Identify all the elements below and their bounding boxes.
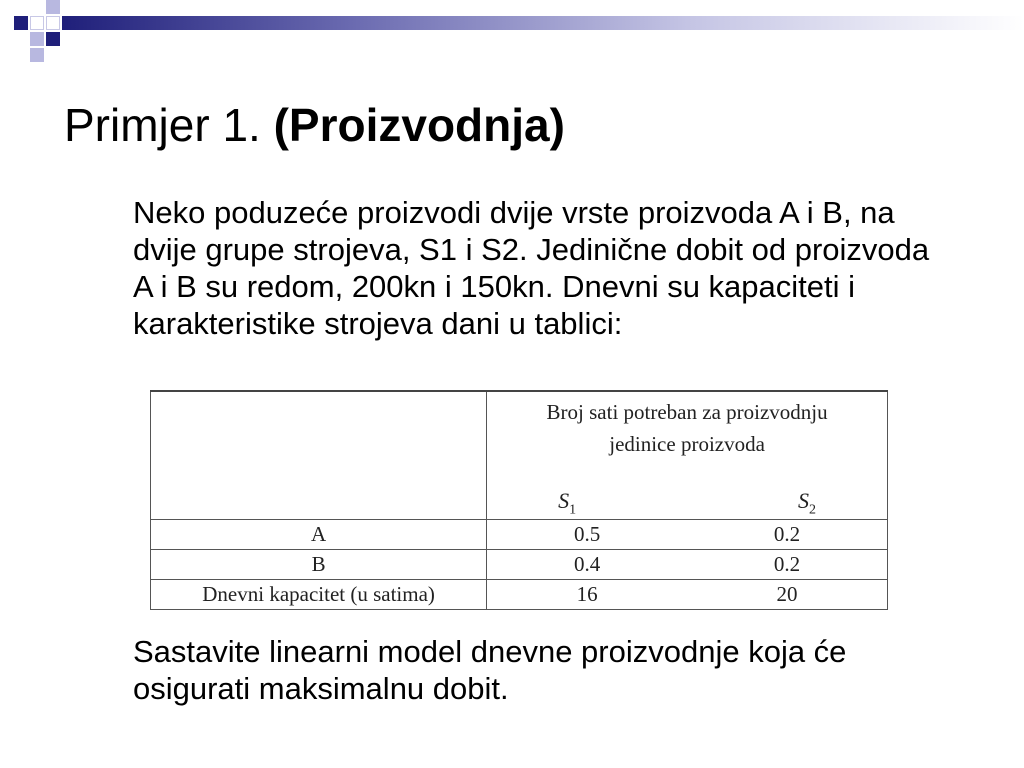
machine-s2-header: $S_2$	[798, 488, 817, 518]
table-row	[151, 550, 888, 580]
row-label: Dnevni kapacitet (u satima)	[151, 580, 487, 610]
table-header-cell	[487, 391, 888, 520]
table-row	[151, 520, 888, 550]
cell-s2: 0.2	[687, 520, 887, 550]
corner-square-navy	[14, 16, 28, 30]
header-gradient-bar	[62, 16, 1024, 30]
table-header-empty-cell	[151, 391, 487, 520]
machine-header-row	[487, 488, 887, 518]
cell-s1: 16	[487, 580, 687, 610]
corner-square-white	[30, 16, 44, 30]
title-bold: (Proizvodnja)	[273, 99, 565, 151]
task-paragraph: Sastavite linearni model dnevne proizvodnje koja će osigurati maksimalnu dobit.	[133, 634, 847, 706]
cell-s1: 0.5	[487, 520, 687, 550]
table-header-caption: Broj sati potreban za proizvodnju jedinice proizvoda	[546, 400, 828, 456]
table-row	[151, 580, 888, 610]
machine-table	[150, 390, 888, 610]
title-prefix: Primjer 1.	[64, 99, 261, 151]
corner-square-lavender	[30, 32, 44, 46]
corner-square-lavender	[46, 0, 60, 14]
corner-square-lavender	[30, 48, 44, 62]
table-header-row	[151, 391, 888, 520]
cell-s2: 0.2	[687, 550, 887, 580]
row-label: B	[151, 550, 487, 580]
cell-s2: 20	[687, 580, 887, 610]
row-label: A	[151, 520, 487, 550]
machine-s1-header: $S_1$	[558, 488, 577, 518]
corner-square-navy	[46, 32, 60, 46]
corner-square-white	[46, 16, 60, 30]
intro-paragraph: Neko poduzeće proizvodi dvije vrste proizvoda A i B, na dvije grupe strojeva, S1 i S2. Jedinične dobit od proizvoda A i B su redom, 200kn i 150kn. Dnevni su kapaciteti i karakteristike strojeva dani u tablici:	[133, 195, 930, 341]
cell-s1: 0.4	[487, 550, 687, 580]
slide-title	[64, 98, 565, 152]
